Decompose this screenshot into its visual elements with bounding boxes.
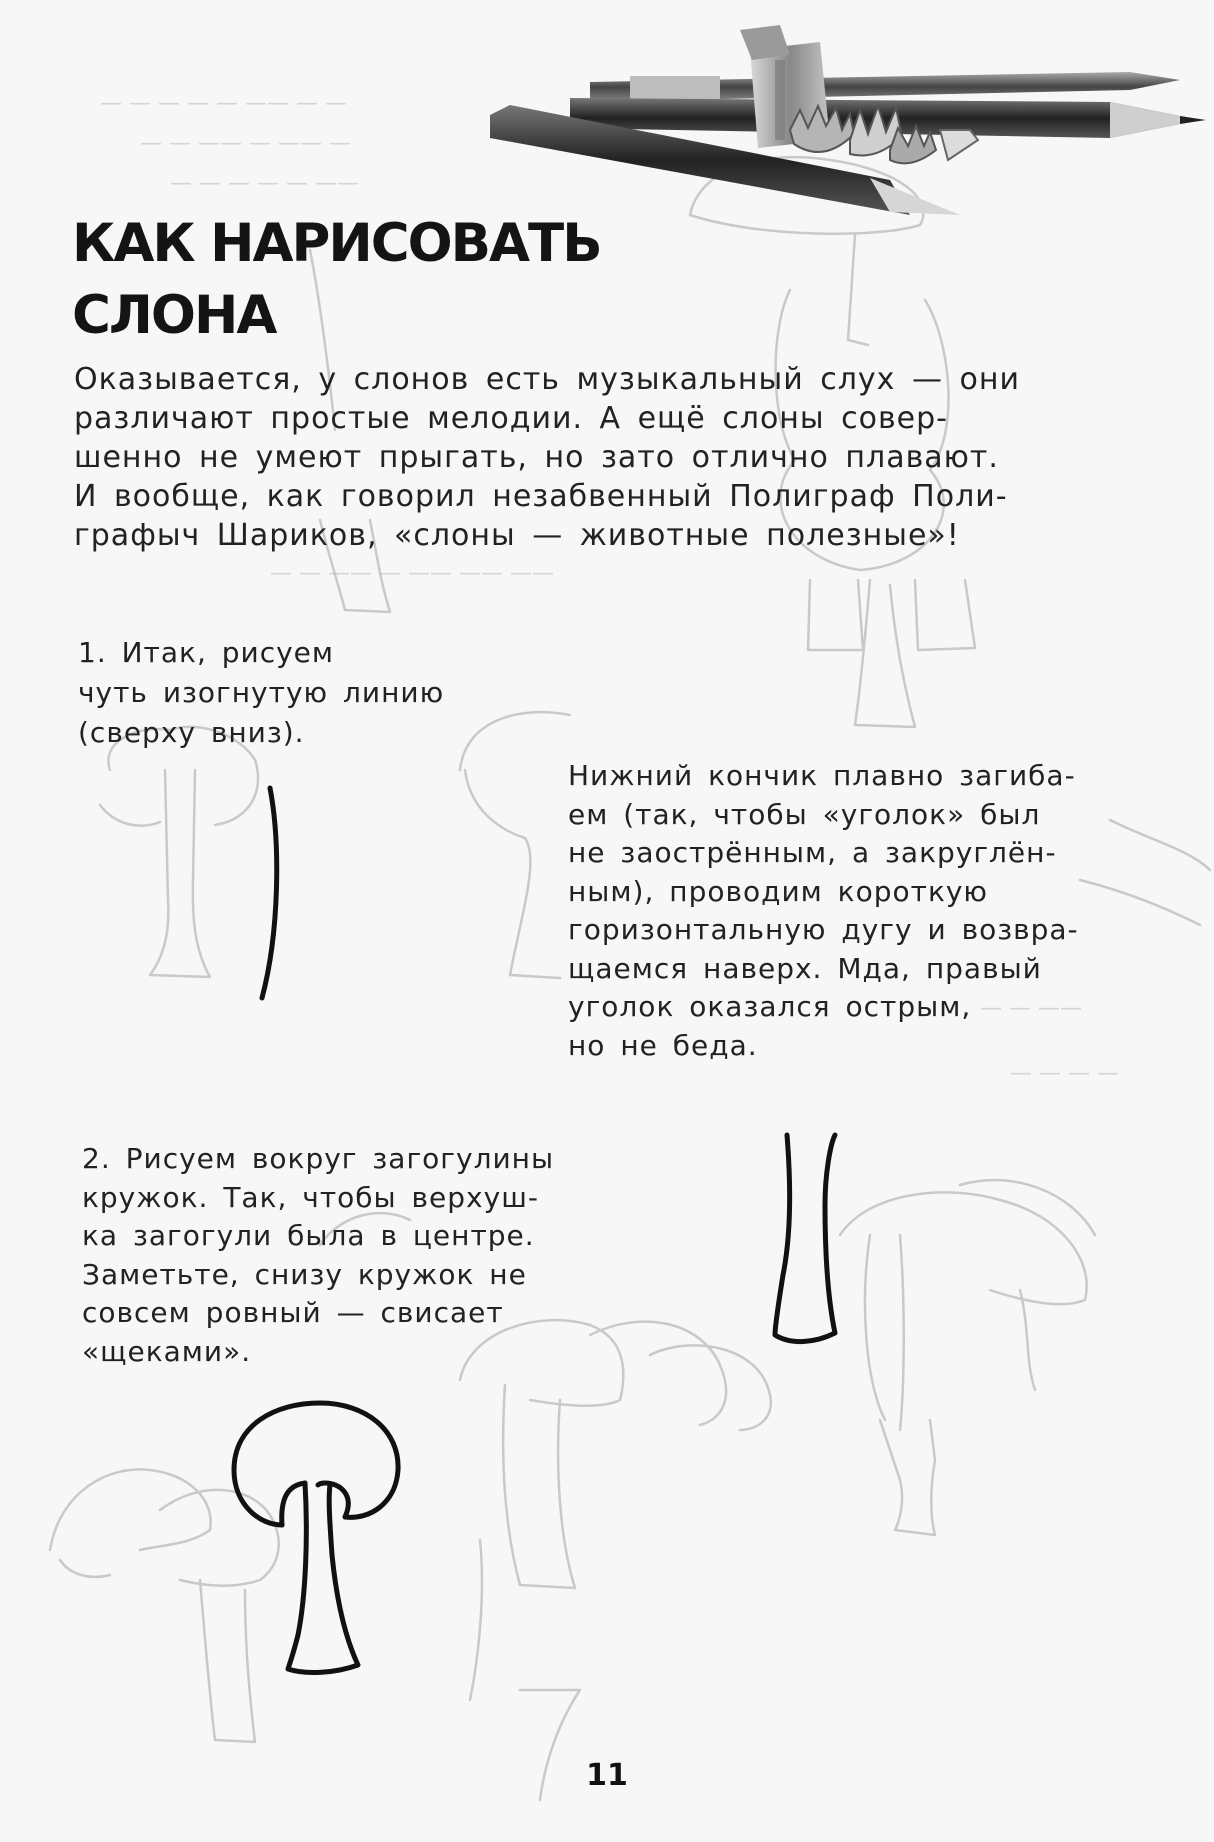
- pencils-and-sharpener-illustration: [490, 20, 1214, 220]
- step-1-note-text: Нижний кончик плавно загиба- ем (так, чтобы «уголок» был не заострённым, а закруглён- ным), проводим короткую горизонтальную дугу и возвра- щаемся наверх. Мда, правый уголок оказался острым, но не беда.: [568, 759, 1079, 1062]
- svg-text:— — — — — ——: — — — — — ——: [170, 171, 359, 196]
- u-shaped-trunk-figure: [755, 1125, 855, 1355]
- step-1-text: 1. Итак, рисуем чуть изогнутую линию (сверху вниз).: [78, 636, 445, 749]
- page-title: КАК НАРИСОВАТЬ СЛОНА: [72, 213, 601, 346]
- step-2-text: 2. Рисуем вокруг загогулины кружок. Так, чтобы верхуш- ка загогули была в центре. Заметьте, снизу кружок не совсем ровный — свисает «щеками».: [82, 1142, 555, 1368]
- page-number: 11: [586, 1758, 628, 1793]
- svg-text:— — —— — —— —— ——: — — —— — —— —— ——: [270, 561, 554, 586]
- intro-paragraph: Оказывается, у слонов есть музыкальный слух — они различают простые мелодии. А ещё слоны совер- шенно не умеют прыгать, но зато отлично плавают. И вообще, как говорил незабвенный Полиграф Поли- графыч Шариков, «слоны — животные полезные»!: [74, 362, 1020, 553]
- svg-text:— — — —: — — — —: [1010, 1061, 1119, 1086]
- svg-text:— — — — — —— — —: — — — — — —— — —: [100, 91, 347, 116]
- svg-text:— — ——: — — ——: [980, 996, 1082, 1021]
- svg-text:— — —— — —— —: — — —— — —— —: [140, 131, 351, 156]
- mushroom-shaped-figure: [220, 1385, 420, 1685]
- curved-line-figure: [240, 780, 300, 1010]
